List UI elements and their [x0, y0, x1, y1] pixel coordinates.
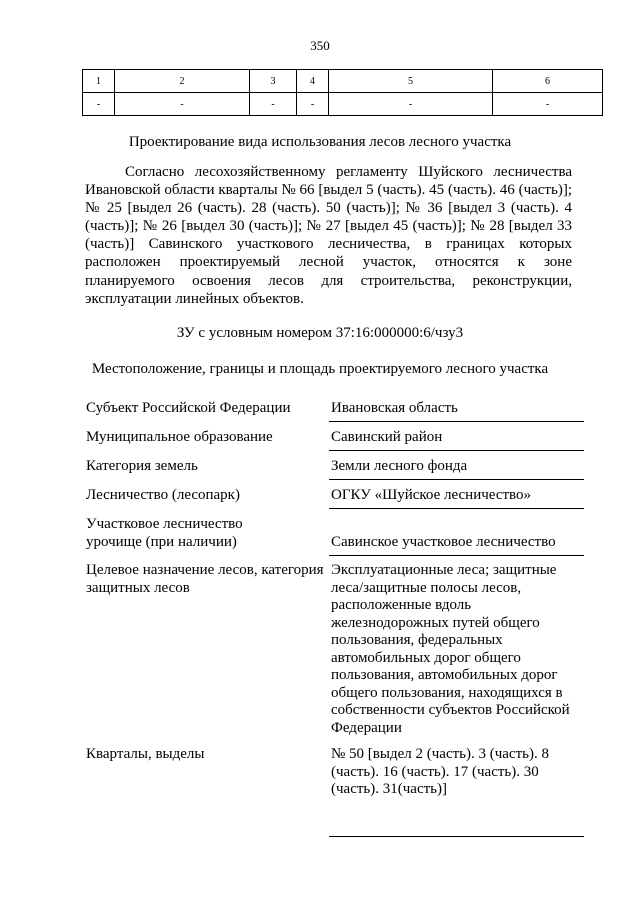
value-underline — [329, 450, 584, 451]
row-label-district-forestry: Участковое лесничество урочище (при наличии) — [86, 516, 243, 550]
row-value-subject: Ивановская область — [331, 400, 458, 416]
row-value-forestry: ОГКУ «Шуйское лесничество» — [331, 487, 532, 503]
table-cell: 6 — [493, 70, 603, 93]
table-cell: - — [329, 93, 493, 116]
zu-title: ЗУ с условным номером 37:16:000000:6/чзу3 — [176, 325, 464, 341]
table-cell: 4 — [297, 70, 329, 93]
value-underline — [329, 836, 584, 837]
body-paragraph: Согласно лесохозяйственному регламенту Шуйского лесничества Ивановской области кварталы № 66 [выдел 5 (часть). 45 (часть). 46 (часть)];№ 25 [выдел 26 (часть). 28 (часть). 50 (часть)]; № 36 [выдел 3 (часть). 4 (часть)]; № 26 [выдел 30 (часть)]; № 27 [выдел 45 (часть)]; № 28 [выдел 33 (часть)] Савинского участкового лесничества, в границах которых расположен проектируемый лесной участок, относятся к зоне планируемого освоения лесов для строительства, реконструкции, эксплуатации линейных объектов. — [85, 164, 572, 307]
location-title: Местоположение, границы и площадь проектируемого лесного участка — [91, 361, 549, 377]
table-cell: - — [115, 93, 250, 116]
table-cell: - — [83, 93, 115, 116]
section-title: Проектирование вида использования лесов лесного участка — [128, 134, 512, 150]
row-label-quarters: Кварталы, выделы — [86, 746, 205, 762]
row-label-purpose: Целевое назначение лесов, категория защитных лесов — [86, 562, 324, 596]
table-cell: 5 — [329, 70, 493, 93]
row-label-forestry: Лесничество (лесопарк) — [86, 487, 240, 503]
value-underline — [329, 479, 584, 480]
row-value-municipality: Савинский район — [331, 429, 443, 445]
page-number: 350 — [310, 38, 330, 53]
table-cell: 2 — [115, 70, 250, 93]
row-value-district-forestry: Савинское участковое лесничество — [331, 534, 556, 550]
table-cell: - — [493, 93, 603, 116]
table-cell: - — [250, 93, 297, 116]
table-header-row — [83, 70, 603, 93]
value-underline — [329, 421, 584, 422]
table-cell: - — [297, 93, 329, 116]
row-value-purpose: Эксплуатационные леса; защитные леса/защитные полосы лесов, расположенные вдоль железнодорожных путей общего пользования, федеральных автомобильных дорог общего пользования, автомобильных дорог общего пользования, находящихся в собственности субъектов Российской Федерации — [331, 562, 570, 736]
row-label-land-category: Категория земель — [86, 458, 198, 474]
value-underline — [329, 508, 584, 509]
table-cell: 1 — [83, 70, 115, 93]
table-cell: 3 — [250, 70, 297, 93]
row-value-land-category: Земли лесного фонда — [331, 458, 468, 474]
row-label-municipality: Муниципальное образование — [86, 429, 273, 445]
table-row — [83, 93, 603, 116]
row-value-quarters: № 50 [выдел 2 (часть). 3 (часть). 8 (часть). 16 (часть). 17 (часть). 30 (часть). 31(часть)] — [331, 746, 549, 797]
value-underline — [329, 555, 584, 556]
row-label-subject: Субъект Российской Федерации — [86, 400, 291, 416]
header-table — [82, 69, 603, 116]
